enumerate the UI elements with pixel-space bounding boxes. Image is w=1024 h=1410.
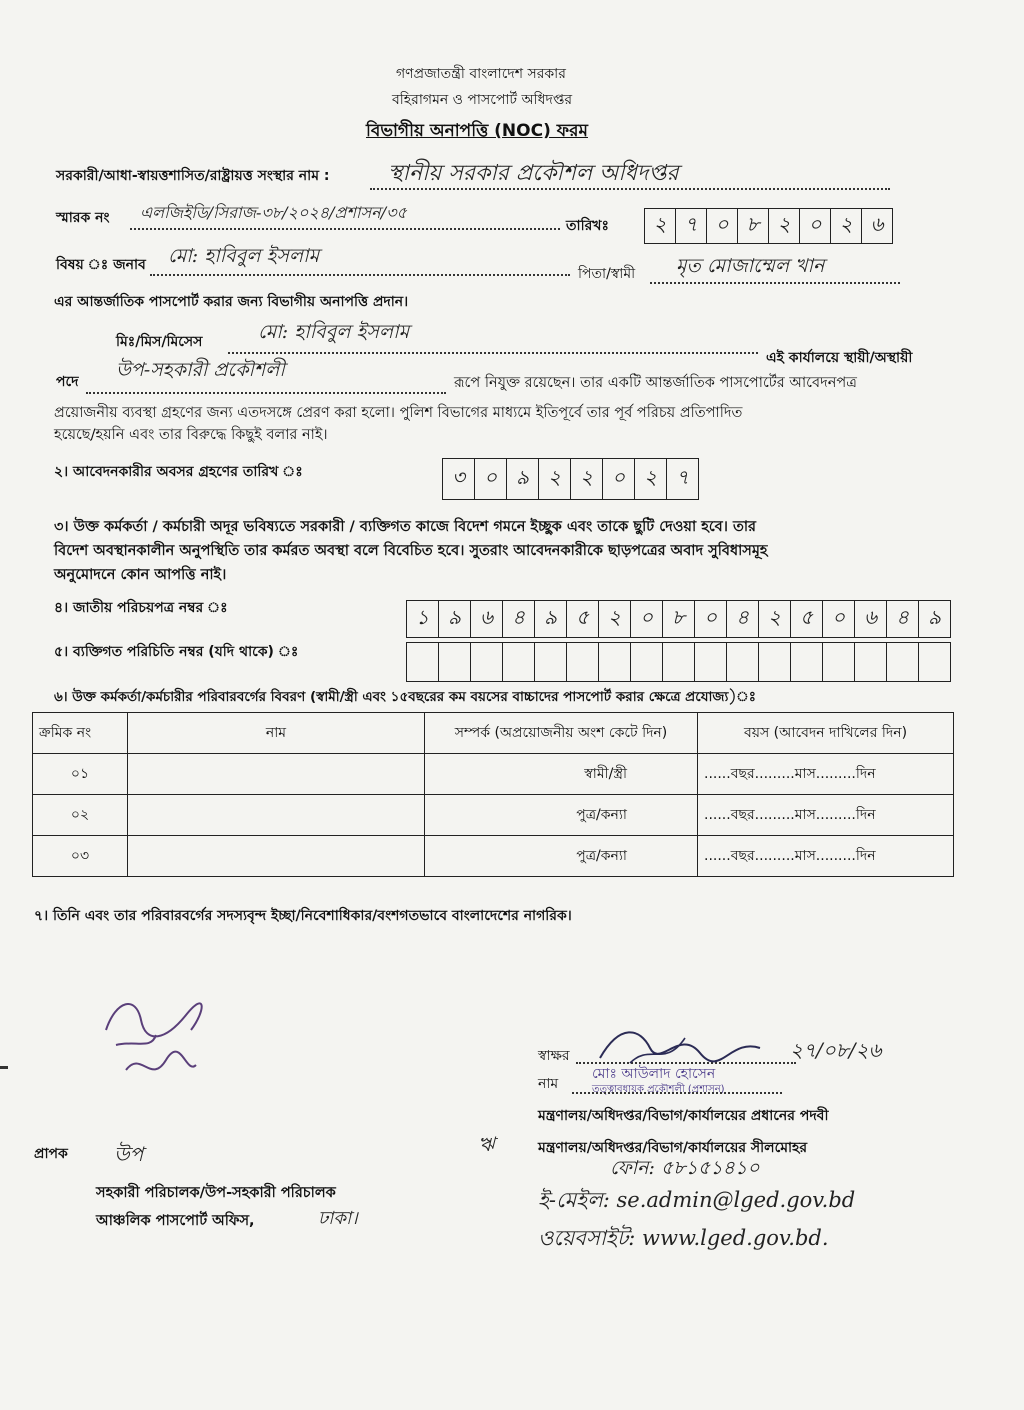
government-title: গণপ্রজাতন্ত্রী বাংলাদেশ সরকার: [396, 66, 566, 82]
digit-box: ৬: [471, 601, 503, 637]
mr-dotline: [228, 352, 758, 354]
digit-box: ০: [603, 459, 635, 499]
post-value: উপ-সহকারী প্রকৌশলী: [116, 359, 285, 381]
family-table: [32, 712, 954, 877]
row-serial: ০২: [33, 795, 128, 836]
row-serial: ০৩: [33, 836, 128, 877]
row-relation: পুত্র/কন্যা: [425, 836, 698, 877]
post-label: পদে: [56, 374, 79, 390]
digit-box: ৩: [443, 459, 475, 499]
retirement-label: ২। আবেদনকারীর অবসর গ্রহণের তারিখ ঃ: [54, 464, 303, 480]
table-row: [33, 836, 954, 877]
digit-box: ৫: [567, 601, 599, 637]
digit-box: [407, 643, 439, 681]
subject-name: মো: হাবিবুল ইসলাম: [168, 245, 320, 267]
digit-box: ৯: [507, 459, 539, 499]
father-value: মৃত মোজাম্মেল খান: [676, 255, 825, 277]
digit-box: ৮: [663, 601, 695, 637]
memo-dotline: [130, 228, 560, 230]
header-name: নাম: [128, 713, 425, 754]
subject-suffix: এর আন্তর্জাতিক পাসপোর্ট করার জন্য বিভাগীয় অনাপত্তি প্রদান।: [54, 294, 409, 310]
digit-box: ২: [635, 459, 667, 499]
digit-box: ৬: [870, 211, 884, 236]
row-age: ......বছর.........মাস.........দিন: [698, 754, 954, 795]
digit-box: ২: [759, 601, 791, 637]
subject-dotline: [150, 274, 570, 276]
digit-box: [855, 643, 887, 681]
digit-box: ২: [831, 209, 862, 243]
row-relation: স্বামী/স্ত্রী: [425, 754, 698, 795]
digit-box: ০: [695, 601, 727, 637]
digit-box: ০: [475, 459, 507, 499]
table-row: [33, 795, 954, 836]
row-serial: ০১: [33, 754, 128, 795]
name-label: নাম: [538, 1076, 559, 1092]
father-label: পিতা/স্বামী: [578, 266, 636, 282]
digit-box: [887, 643, 919, 681]
digit-box: ৫: [791, 601, 823, 637]
org-value: স্থানীয় সরকার প্রকৌশল অধিদপ্তর: [388, 161, 679, 186]
family-label: ৬। উক্ত কর্মকর্তা/কর্মচারীর পরিবারবর্গের বিবরণ (স্বামী/স্ত্রী এবং ১৫বছরের কম বয়সের বাচ্চাদের পাসপোর্ট করার ক্ষেত্রে প্রযোজ্য)ঃ: [54, 689, 756, 705]
row-age: ......বছর.........মাস.........দিন: [698, 795, 954, 836]
digit-box: [791, 643, 823, 681]
email: ই-মেইল: se.admin@lged.gov.bd: [538, 1188, 856, 1212]
recipient-line-1: সহকারী পরিচালক/উপ-সহকারী পরিচালক: [96, 1185, 336, 1201]
initials-signature: [96, 990, 216, 1090]
table-row: [33, 754, 954, 795]
body-line-2: প্রয়োজনীয় ব্যবস্থা গ্রহণের জন্য এতদসঙ্গে প্রেরণ করা হলো। পুলিশ বিভাগের মাধ্যমে ইতিপূর্বে তার পূর্ব পরিচয় প্রতিপাদিত: [54, 405, 743, 421]
recipient-label: প্রাপক: [34, 1146, 68, 1162]
memo-value: এলজিইডি/সিরাজ-৩৮/২০২৪/প্রশাসন/৩৫: [140, 203, 407, 222]
digit-box: ০: [800, 209, 831, 243]
digit-box: [567, 643, 599, 681]
sign-label: স্বাক্ষর: [538, 1048, 570, 1064]
digit-box: [727, 643, 759, 681]
recipient-city: ঢাকা।: [318, 1208, 358, 1229]
header-age: বয়স (আবেদন দাখিলের দিন): [698, 713, 954, 754]
digit-box: [535, 643, 567, 681]
post-dotline: [86, 392, 446, 394]
item3-line-1: ৩। উক্ত কর্মকর্তা / কর্মচারী অদূর ভবিষ্যতে সরকারী / ব্যক্তিগত কাজে বিদেশ গমনে ইচ্ছুক এবং তাকে ছুটি দেওয়া হবে। তার: [54, 519, 757, 535]
digit-box: ২: [645, 209, 676, 243]
digit-box: ২: [769, 209, 800, 243]
digit-box: ৪: [727, 601, 759, 637]
name-dotline: [572, 1092, 782, 1094]
seal-label: মন্ত্রণালয়/অধিদপ্তর/বিভাগ/কার্যালয়ের সীলমোহর: [538, 1140, 808, 1156]
digit-box: ৭: [675, 464, 689, 489]
stamp-title: তত্ত্বাবধায়ক প্রকৌশলী (প্রশাসন): [592, 1084, 725, 1095]
seal-initial: ঋ: [478, 1132, 495, 1156]
digit-box: [439, 643, 471, 681]
digit-box: ২: [539, 459, 571, 499]
item3-line-2: বিদেশ অবস্থানকালীন অনুপস্থিতি তার কর্মরত অবস্থা বলে বিবেচিত হবে। সুতরাং আবেদনকারীকে ছাড়পত্রের অবাদ সুবিধাসমূহ: [54, 543, 768, 559]
family-table-header: [33, 713, 954, 754]
digit-box: [919, 643, 950, 681]
digit-box: ০: [707, 209, 738, 243]
row-relation: পুত্র/কন্যা: [425, 795, 698, 836]
phone: ফোন: ৫৮১৫১৪১০: [610, 1157, 760, 1179]
digit-box: ৪: [887, 601, 919, 637]
header-relation: সম্পর্ক (অপ্রয়োজনীয় অংশ কেটে দিন): [425, 713, 698, 754]
mr-label: মিঃ/মিস/মিসেস: [116, 334, 203, 350]
department-title: বহিরাগমন ও পাসপোর্ট অধিদপ্তর: [392, 92, 573, 108]
date-label: তারিখঃ: [566, 218, 609, 234]
digit-box: ০: [823, 601, 855, 637]
pid-boxes: [406, 642, 951, 682]
header-serial: ক্রমিক নং: [33, 713, 128, 754]
body-line-1: রূপে নিযুক্ত রয়েছেন। তার একটি আন্তর্জাতিক পাসপোর্টের আবেদনপত্র: [454, 375, 857, 391]
date-boxes: [644, 208, 893, 244]
row-age: ......বছর.........মাস.........দিন: [698, 836, 954, 877]
citizenship-statement: ৭। তিনি এবং তার পরিবারবর্গের সদস্যবৃন্দ ইচ্ছা/নিবেশাধিকার/বংশগতভাবে বাংলাদেশের নাগরিক।: [34, 908, 572, 924]
digit-box: ৮: [738, 209, 769, 243]
digit-box: ৬: [855, 601, 887, 637]
mr-value: মো: হাবিবুল ইসলাম: [258, 321, 410, 343]
digit-box: ২: [599, 601, 631, 637]
row-name: [128, 795, 425, 836]
digit-box: ৯: [535, 601, 567, 637]
sign-date: ২৭/০৮/২৬: [790, 1038, 882, 1062]
digit-box: [759, 643, 791, 681]
digit-box: [503, 643, 535, 681]
subject-label: বিষয় ঃ জনাব: [56, 257, 146, 273]
stamp-name: মোঃ আউলাদ হোসেন: [592, 1066, 716, 1082]
digit-box: [471, 643, 503, 681]
digit-box: ৯: [439, 601, 471, 637]
digit-box: [823, 643, 855, 681]
retirement-date-boxes: [442, 458, 699, 500]
digit-box: ২: [571, 459, 603, 499]
designation-label: মন্ত্রণালয়/অধিদপ্তর/বিভাগ/কার্যালয়ের প্রধানের পদবী: [538, 1108, 829, 1124]
recipient-hand: উপ: [114, 1142, 144, 1166]
digit-box: [695, 643, 727, 681]
org-label: সরকারী/আধা-স্বায়ত্তশাসিত/রাষ্ট্রায়ত্ত সংস্থার নাম :: [56, 168, 330, 184]
row-name: [128, 754, 425, 795]
digit-box: ৪: [503, 601, 535, 637]
website: ওয়েবসাইট: www.lged.gov.bd.: [538, 1226, 829, 1250]
nid-label: ৪। জাতীয় পরিচয়পত্র নম্বর ঃ: [54, 600, 228, 616]
digit-box: [599, 643, 631, 681]
digit-box: ৯: [928, 604, 941, 629]
row-name: [128, 836, 425, 877]
digit-box: [631, 643, 663, 681]
nid-boxes: [406, 600, 951, 638]
office-text: এই কার্যালয়ে স্থায়ী/অস্থায়ী: [766, 350, 913, 366]
body-line-3: হয়েছে/হয়নি এবং তার বিরুদ্ধে কিছুই বলার নাই।: [54, 427, 328, 443]
digit-box: ০: [631, 601, 663, 637]
form-title: বিভাগীয় অনাপত্তি (NOC) ফরম: [366, 121, 588, 141]
margin-mark: [0, 1066, 8, 1069]
digit-box: ১: [407, 601, 439, 637]
pid-label: ৫। ব্যক্তিগত পরিচিতি নম্বর (যদি থাকে) ঃ: [54, 644, 299, 660]
digit-box: [663, 643, 695, 681]
digit-box: ৭: [676, 209, 707, 243]
item3-line-3: অনুমোদনে কোন আপত্তি নাই।: [54, 567, 227, 583]
recipient-line-2: আঞ্চলিক পাসপোর্ট অফিস,: [96, 1213, 255, 1229]
memo-label: স্মারক নং: [56, 210, 110, 226]
